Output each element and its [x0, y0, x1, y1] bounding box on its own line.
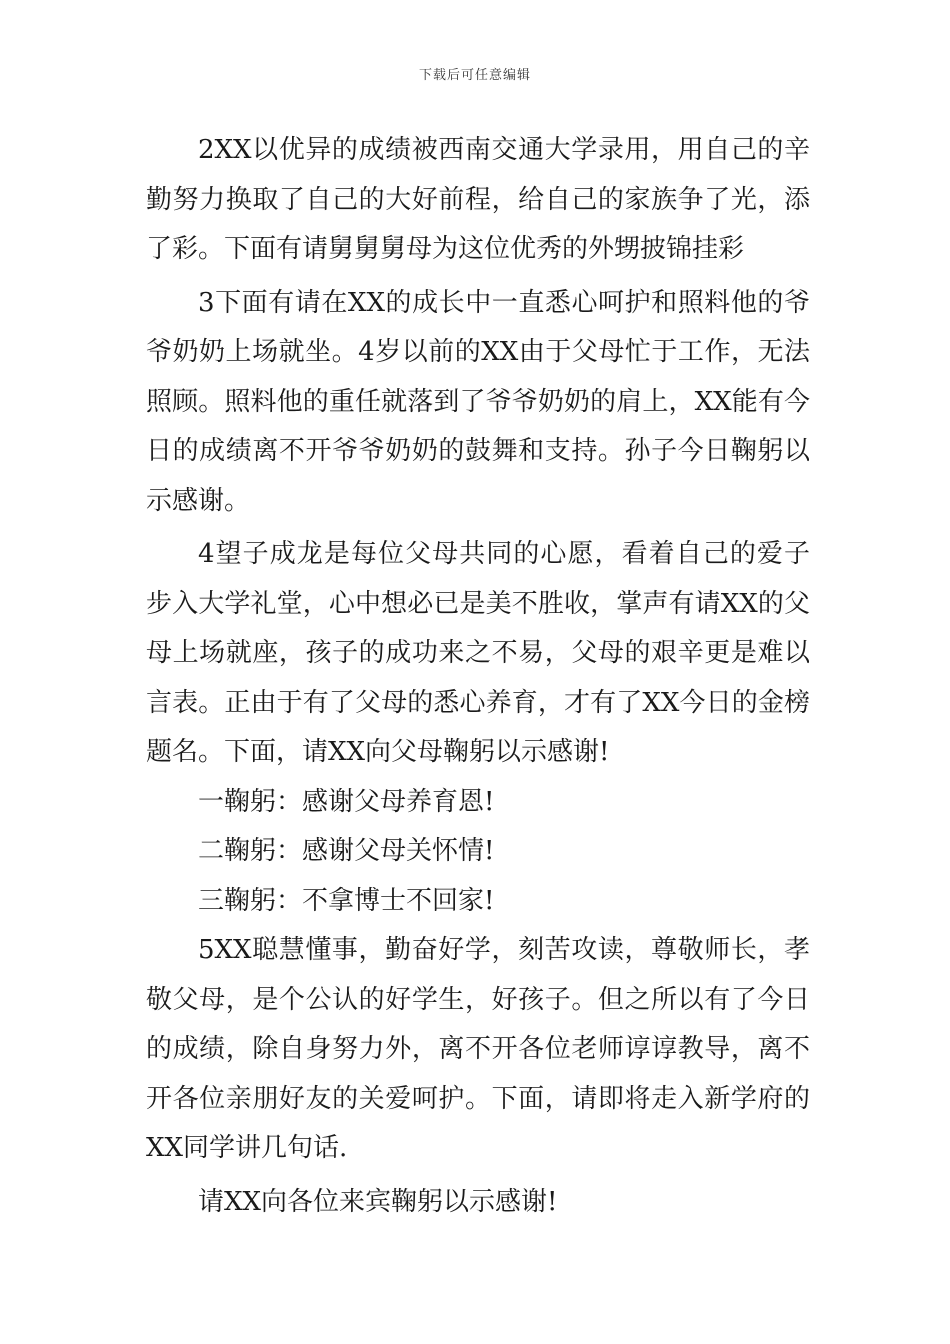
page-header-note: 下载后可任意编辑: [418, 68, 531, 83]
paragraph-grandparents: 3下面有请在XX的成长中一直悉心呵护和照料他的爷爷奶奶上场就坐。4岁以前的XX由于父母忙于工作，无法照顾。照料他的重任就落到了爷爷奶奶的肩上，XX能有今日的成绩离不开爷爷奶奶的鼓舞和支持。孙子今日鞠躬以示感谢。: [146, 287, 810, 516]
paragraph-admission: 2XX以优异的成绩被西南交通大学录用，用自己的辛勤努力换取了自己的大好前程，给自己的家族争了光，添了彩。下面有请舅舅舅母为这位优秀的外甥披锦挂彩: [146, 135, 810, 264]
bow-line-third: 三鞠躬：不拿博士不回家!: [198, 885, 495, 916]
bow-line-first: 一鞠躬：感谢父母养育恩!: [198, 786, 495, 817]
bow-line-second: 二鞠躬：感谢父母关怀情!: [198, 836, 495, 866]
document-body: [146, 126, 810, 1227]
paragraph-student-speech: 5XX聪慧懂事，勤奋好学，刻苦攻读，尊敬师长，孝敬父母，是个公认的好学生，好孩子。但之所以有了今日的成绩，除自身努力外，离不开各位老师谆谆教导，离不开各位亲朋好友的关爱呵护。下面，请即将走入新学府的XX同学讲几句话.: [146, 935, 810, 1163]
paragraph-thank-guests: 请XX向各位来宾鞠躬以示感谢!: [198, 1186, 558, 1217]
paragraph-parents: 4望子成龙是每位父母共同的心愿，看着自己的爱子步入大学礼堂，心中想必已是美不胜收，掌声有请XX的父母上场就座，孩子的成功来之不易，父母的艰辛更是难以言表。正由于有了父母的悉心养育，才有了XX今日的金榜题名。下面，请XX向父母鞠躬以示感谢!: [146, 539, 810, 767]
